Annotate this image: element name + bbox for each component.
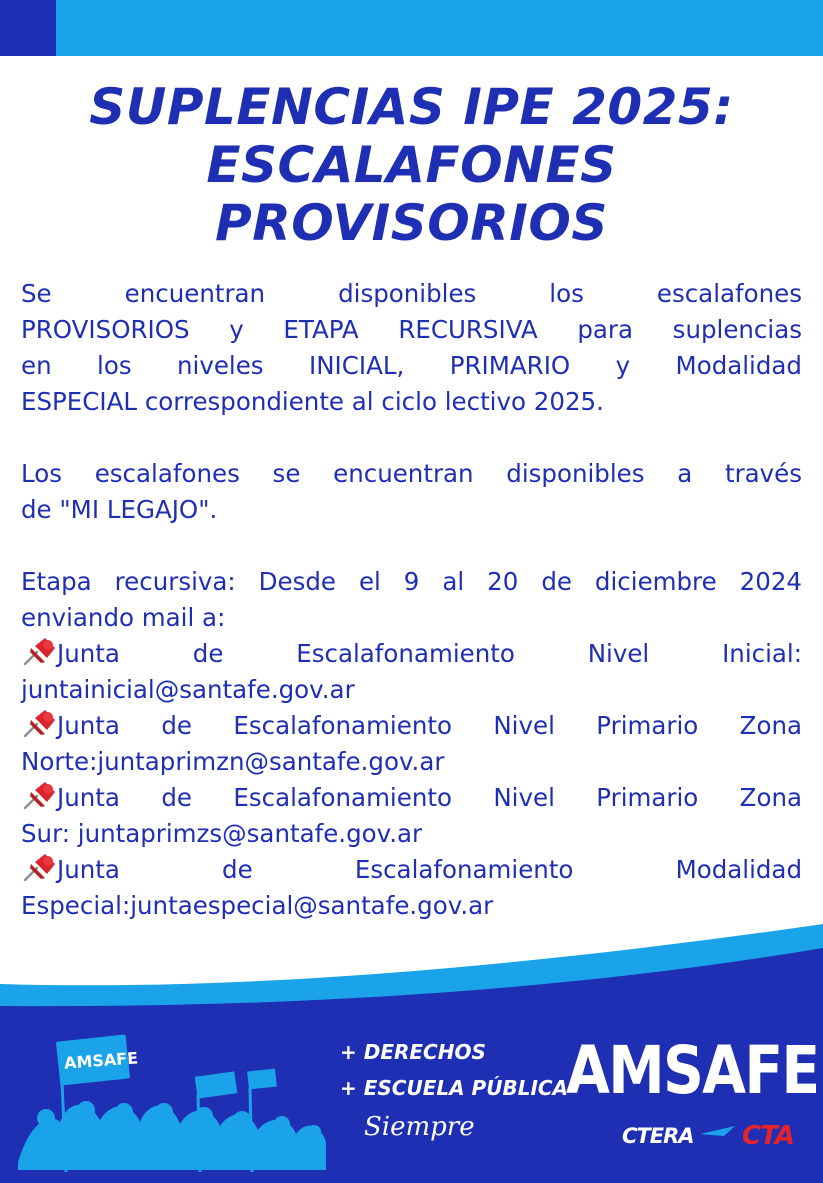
contact-primario-sur-line-2: Sur: juntaprimzs@santafe.gov.ar: [21, 819, 423, 848]
pushpin-icon: [21, 852, 57, 882]
paragraph-spacer: [21, 420, 802, 456]
contact-primario-norte-line-2: Norte:juntaprimzn@santafe.gov.ar: [21, 747, 445, 776]
amsafe-logo: AMSAFE: [566, 1032, 819, 1109]
slogan-derechos: + DERECHOS: [340, 1040, 486, 1064]
top-left-color-block: [0, 0, 56, 56]
contact-label: Junta de Escalafonamiento Nivel Primario Zona: [57, 783, 802, 812]
contact-especial-line-2: Especial:juntaespecial@santafe.gov.ar: [21, 891, 494, 920]
page-title: [0, 78, 823, 252]
paragraph-3-line-1: Etapa recursiva: Desde el 9 al 20 de diciembre 2024: [21, 567, 802, 596]
contact-primario-norte-line-1: [21, 708, 802, 744]
contact-label: Junta de Escalafonamiento Nivel Primario Zona: [57, 711, 802, 740]
top-header-bar: [56, 0, 823, 56]
pushpin-icon: [21, 708, 57, 738]
cta-logo: CTA: [742, 1121, 794, 1151]
paragraph-1-line-3: en los niveles INICIAL, PRIMARIO y Modalidad: [21, 351, 802, 380]
slogan-escuela-publica: + ESCUELA PÚBLICA: [340, 1076, 569, 1100]
contact-inicial-line-1: [21, 636, 802, 672]
flag-logo-text: AMSAFE: [63, 1048, 139, 1073]
pushpin-icon: [21, 780, 57, 810]
paragraph-1-line-4: ESPECIAL correspondiente al ciclo lectivo 2025.: [21, 387, 604, 416]
contact-especial-line-1: [21, 852, 802, 888]
title-line-1: SUPLENCIAS IPE 2025:: [89, 78, 734, 136]
paragraph-1-line-2: PROVISORIOS y ETAPA RECURSIVA para suplencias: [21, 315, 802, 344]
pushpin-icon: [21, 636, 57, 666]
paragraph-1-line-1: Se encuentran disponibles los escalafones: [21, 279, 802, 308]
contact-primario-sur-line-1: [21, 780, 802, 816]
contact-label: Junta de Escalafonamiento Nivel Inicial:: [57, 639, 802, 668]
paragraph-2-line-1: Los escalafones se encuentran disponibles a través: [21, 459, 802, 488]
title-line-3: PROVISORIOS: [215, 194, 608, 252]
contact-inicial-line-2: juntainicial@santafe.gov.ar: [21, 675, 355, 704]
paragraph-spacer: [21, 528, 802, 564]
title-line-2: ESCALAFONES: [206, 136, 617, 194]
slogan-siempre: Siempre: [364, 1112, 475, 1142]
paragraph-3-line-2: enviando mail a:: [21, 603, 226, 632]
ctera-logo: CTERA: [622, 1124, 694, 1148]
paragraph-2-line-2: de "MI LEGAJO".: [21, 495, 218, 524]
contact-label: Junta de Escalafonamiento Modalidad: [57, 855, 802, 884]
announcement-body: [21, 276, 802, 924]
